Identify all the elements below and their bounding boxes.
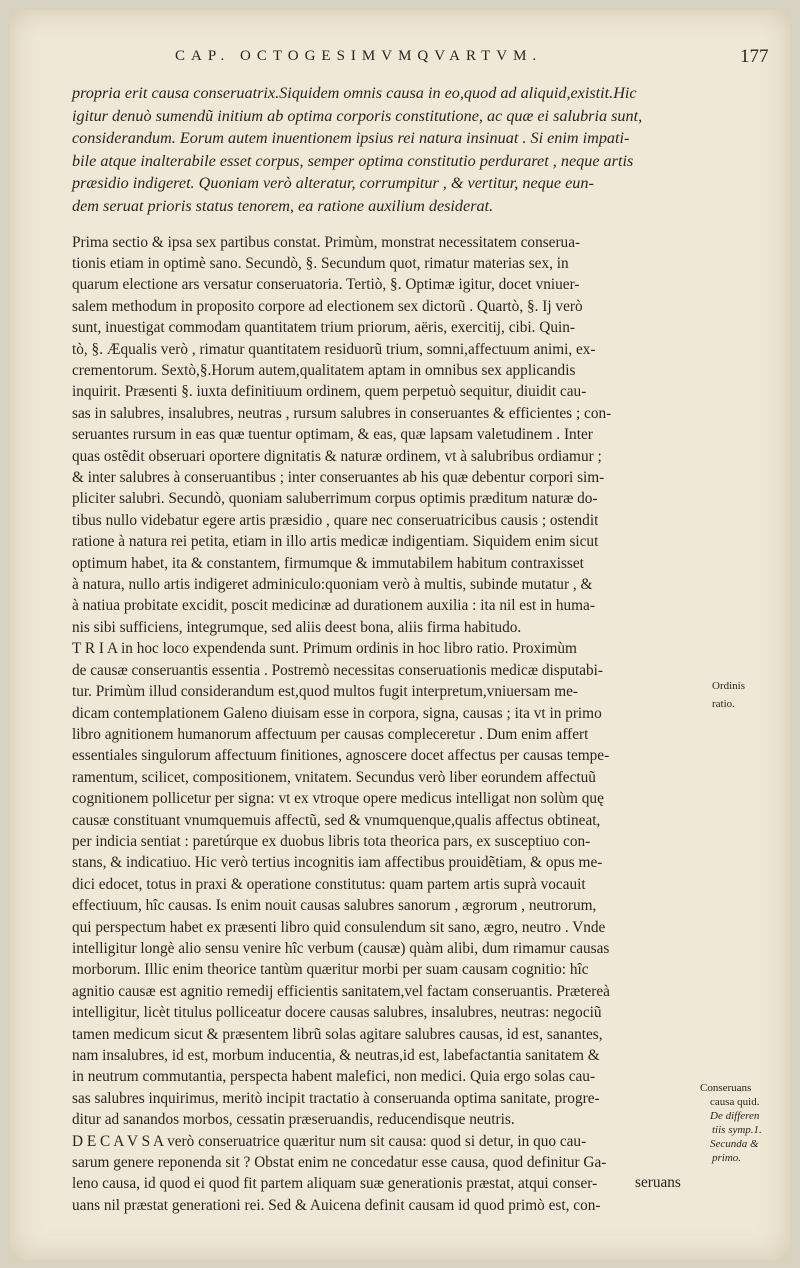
text-line: igitur denuò sumendũ initium ab optima corporis constitutione, ac quæ ei salubria sunt, (72, 106, 643, 125)
text-line: sas in salubres, insalubres, neutras , rursum salubres in conseruantes & efficientes ; con- (72, 404, 612, 422)
text-line: ditur ad sanandos morbos, cessatin præseruandis, reducendisque neutris. (72, 1111, 515, 1129)
text-line: Prima sectio & ipsa sex partibus constat. Primùm, monstrat necessitatem conserua- (72, 233, 581, 251)
text-line: effectiuum, hîc causas. Is enim nouit causas salubres sanorum , ægrorum , neutrorum, (72, 897, 597, 915)
text-line: tionis etiam in optimè sano. Secundò, §. Secundum quot, rimatur materias sex, in (72, 254, 569, 272)
text-line: tò, §. Æqualis verò , rimatur quantitatem residuorũ trium, somni,affectuum animi, ex- (72, 340, 596, 358)
text-line: cognitionem pollicetur per signa: vt ex vtroque opere medicus intelligat non solùm quę (72, 790, 604, 808)
page-number: 177 (740, 46, 769, 67)
text-line: tur. Primùm illud considerandum est,quod multos fugit interpretum,vniuersam me- (72, 683, 578, 701)
text-line: uans nil præstat generationi rei. Sed & Auicena definit causam id quod primò est, con- (72, 1196, 601, 1214)
italic-introduction (72, 82, 702, 218)
margin-note-conseruans: Conseruans (700, 1082, 752, 1094)
text-line: nam insalubres, id est, morbum inducentia, & neutras,id est, labefactantia sanitatem & (72, 1047, 600, 1064)
text-line: dem seruat prioris status tenorem, ea ratione auxilium desiderat. (72, 196, 494, 215)
text-line: intelligitur, licèt titulus polliceatur docere causas salubres, insalubres, neutras: negociũ (72, 1004, 602, 1022)
text-line: T R I A in hoc loco expendenda sunt. Primum ordinis in hoc libro ratio. Proximùm (72, 640, 577, 658)
text-line: quas ostẽdit obseruari oportere dignitatis & naturæ ordinem, vt à salubribus ordiamur ; (72, 447, 602, 465)
text-line: libro agnitionem humanorum affectuum per causas compleceretur . Dum enim affert (72, 725, 589, 743)
text-line: à natiua probitate excidit, poscit medicinæ ad durationem auxilia : ita nil est in huma- (72, 597, 595, 615)
text-line: tamen medicum sicut & præsentem librũ solas agitare salubres causas, id est, sanantes, (72, 1025, 603, 1043)
margin-note-causa-quid: causa quid. (710, 1096, 760, 1108)
margin-note-primo: primo. (712, 1152, 742, 1164)
text-line: dici edocet, totus in praxi & operatione constitutus: quam partem artis suprà vocauit (72, 875, 586, 893)
text-line: crementorum. Sextò,§.Horum autem,qualitatem aptam in omnibus sex applicandis (72, 362, 576, 379)
text-line: nis sibi sufficiens, integrumque, sed aliis deest bona, aliis firma habitudo. (72, 618, 522, 636)
text-line: sas salubres inquirimus, meritò incipit tractatio à conseruanda optima sanitate, progre- (72, 1089, 600, 1107)
text-line: tibus nullo videbatur egere artis præsidio , quare nec conseruatricibus causis ; ostendit (72, 511, 599, 529)
text-line: quarum electione ars versatur conseruatoria. Tertiò, §. Optimæ igitur, docet vniuer- (72, 276, 580, 294)
text-line: morborum. Illic enim theorice tantùm quæritur morbi per suam causam cognitio: hîc (72, 961, 589, 979)
text-line: intelligitur longè alio sensu venire hîc verbum (causæ) quàm alibi, dum rimamur causas (72, 939, 610, 957)
text-line: agnitio causæ est agnitio remedij efficientis sanitatem,vel factam conseruantis. Prætereà (72, 982, 610, 1000)
text-line: præsidio indigeret. Quoniam verò alteratur, corrumpitur , & vertitur, neque eun- (72, 174, 594, 193)
text-line: causæ constituant vnumquemuis affectũ, sed & vnumquenque,qualis affectus obtineat, (72, 811, 601, 829)
text-line: seruantes rursum in eas quæ tuentur optimam, & eas, quæ lapsam valetudinem . Inter (72, 426, 593, 444)
catchword: seruans (635, 1174, 681, 1191)
text-line: leno causa, id quod ei quod fit partem aliquam suæ generationis præstat, atqui conser- (72, 1175, 598, 1193)
text-line: à natura, nullo artis indigeret adminiculo:quoniam verò à multis, subinde mutatur , & (72, 576, 593, 594)
running-head: CAP. OCTOGESIMVMQVARTVM. (175, 48, 543, 64)
margin-note-de-differen: De differen (710, 1110, 760, 1122)
main-text (72, 82, 702, 1216)
text-line: stans, & indicatiuo. Hic verò tertius incognitis iam affectibus prouidẽtiam, & opus me- (72, 854, 603, 872)
text-line: de causæ conseruantis essentia . Postremò necessitas conseruationis medicæ disputabi- (72, 661, 604, 679)
text-line: considerandum. Eorum autem inuentionem ipsius rei natura insinuat . Si enim impati- (72, 129, 630, 148)
text-line: qui perspectum habet ex præsenti libro quid consulendum sit sano, ægro, neutro . Vnde (72, 918, 606, 936)
text-line: pliciter salubri. Secundò, quoniam saluberrimum corpus optimis præditum naturæ do- (72, 490, 598, 508)
margin-note-tiis-symp: tiis symp.1. (712, 1124, 762, 1136)
margin-note-secunda: Secunda & (710, 1138, 759, 1150)
text-line: bile atque inalterabile esset corpus, semper optima constitutio perduraret , neque artis (72, 151, 634, 170)
text-line: salem methodum in proposito corpore ad electionem sex dictorũ . Quartò, §. Ij verò (72, 297, 583, 315)
text-line: inquirit. Præsenti §. iuxta definitiuum ordinem, quem perpetuò sequitur, diuidit cau- (72, 383, 587, 401)
text-line: optimum habet, ita & constantem, firmumque & immutabilem habitum contraxisset (72, 554, 584, 572)
margin-note-ordinis: Ordinis (712, 680, 745, 692)
text-line: essentiales singulorum affectuum finitiones, agnoscere docet affectus per causas tempe- (72, 747, 610, 765)
commentary-text (72, 232, 702, 1217)
text-line: in neutrum commutantia, perspecta habent malefici, non medici. Quia ergo solas cau- (72, 1068, 596, 1086)
margin-note-ratio: ratio. (712, 698, 735, 710)
text-line: D E C A V S A verò conseruatrice quæritur num sit causa: quod si detur, in quo cau- (72, 1132, 587, 1150)
text-line: ramentum, scilicet, compositionem, vnitatem. Secundus verò liber eorundem affectuũ (72, 768, 596, 786)
text-line: sarum genere reponenda sit ? Obstat enim ne concedatur esse causa, quod definitur Ga- (72, 1154, 607, 1172)
text-line: & inter salubres à conseruantibus ; inter conseruantes ab his quæ debentur corpori sim- (72, 469, 605, 487)
text-line: propria erit causa conseruatrix.Siquidem omnis causa in eo,quod ad aliquid,existit.Hic (72, 84, 637, 102)
text-line: sunt, inuestigat commodam quantitatem trium priorum, aëris, exercitij, cibi. Quin- (72, 319, 575, 337)
text-line: ratione à natura rei petita, etiam in illo artis medicæ indigentiam. Siquidem enim sicut (72, 533, 599, 551)
text-line: per indicia sentiat : paretúrque ex duobus libris tota theorica pars, ex susceptiuo con- (72, 832, 591, 850)
book-page (10, 10, 790, 1260)
text-line: dicam contemplationem Galeno diuisam esse in corpora, signa, causas ; ita vt in primo (72, 704, 602, 722)
